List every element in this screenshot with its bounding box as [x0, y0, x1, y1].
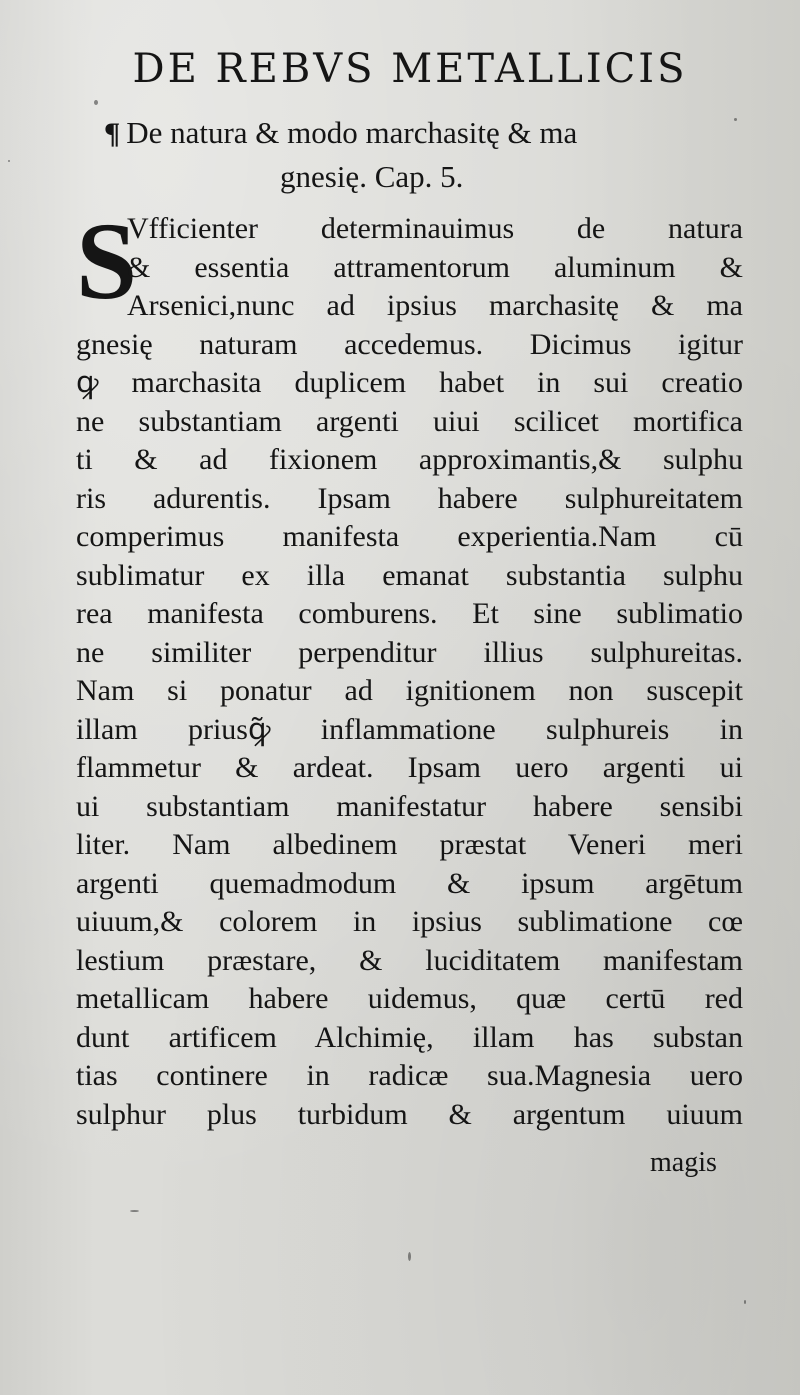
ink-speck — [744, 1300, 746, 1304]
text-line: tias continere in radicæ sua.Magnesia uero — [76, 1059, 743, 1092]
text-line: ne similiter perpenditur illius sulphureitas. — [76, 635, 743, 669]
drop-capital: S — [76, 200, 138, 322]
ink-speck — [130, 1210, 139, 1212]
ink-speck — [8, 160, 10, 162]
catchword: magis — [650, 1147, 717, 1178]
ink-speck — [408, 1252, 411, 1261]
text-line: ris adurentis. Ipsam habere sulphureitatem — [76, 481, 743, 515]
text-line: ꝙ marchasita duplicem habet in sui creatio — [76, 366, 743, 399]
text-line: ti & ad fixionem approximantis,& sulphu — [76, 443, 743, 476]
text-line: argenti quemadmodum & ipsum argētum — [76, 866, 743, 900]
text-line: Arsenici,nunc ad ipsius marchasitę & ma — [127, 289, 743, 322]
text-line: gnesię naturam accedemus. Dicimus igitur — [76, 327, 743, 361]
chapter-heading — [104, 112, 744, 155]
text-line: Vfficienter determinauimus de natura — [127, 212, 743, 245]
text-line: sublimatur ex illa emanat substantia sulphu — [76, 558, 743, 592]
chapter-heading-line-2: gnesię. Cap. 5. — [280, 159, 464, 194]
text-line: uiuum,& colorem in ipsius sublimatione cœ — [76, 905, 743, 938]
text-line: sulphur plus turbidum & argentum uiuum — [76, 1097, 743, 1131]
text-line: flammetur & ardeat. Ipsam uero argenti ui — [76, 751, 743, 784]
text-line: ui substantiam manifestatur habere sensibi — [76, 789, 743, 823]
text-line: rea manifesta comburens. Et sine sublimatio — [76, 597, 743, 630]
text-line: illam priusꝙ̃ inflammatione sulphureis in — [76, 712, 743, 746]
text-line: lestium præstare, & luciditatem manifestam — [76, 943, 743, 977]
chapter-heading-line-1: De natura & modo marchasitę & ma — [126, 115, 578, 150]
text-line: Nam si ponatur ad ignitionem non suscepit — [76, 674, 743, 707]
text-line: ne substantiam argenti uiui scilicet mortifica — [76, 404, 743, 438]
text-line: & essentia attramentorum aluminum & — [127, 250, 743, 284]
text-line: comperimus manifesta experientia.Nam cū — [76, 520, 743, 553]
running-title: DE REBVS METALLICIS — [132, 46, 688, 92]
ink-speck — [94, 100, 98, 105]
text-line: liter. Nam albedinem præstat Veneri meri — [76, 828, 743, 861]
text-line: metallicam habere uidemus, quæ certū red — [76, 982, 743, 1015]
text-line: dunt artificem Alchimię, illam has substan — [76, 1020, 743, 1054]
pilcrow-mark: ¶ — [104, 117, 121, 150]
